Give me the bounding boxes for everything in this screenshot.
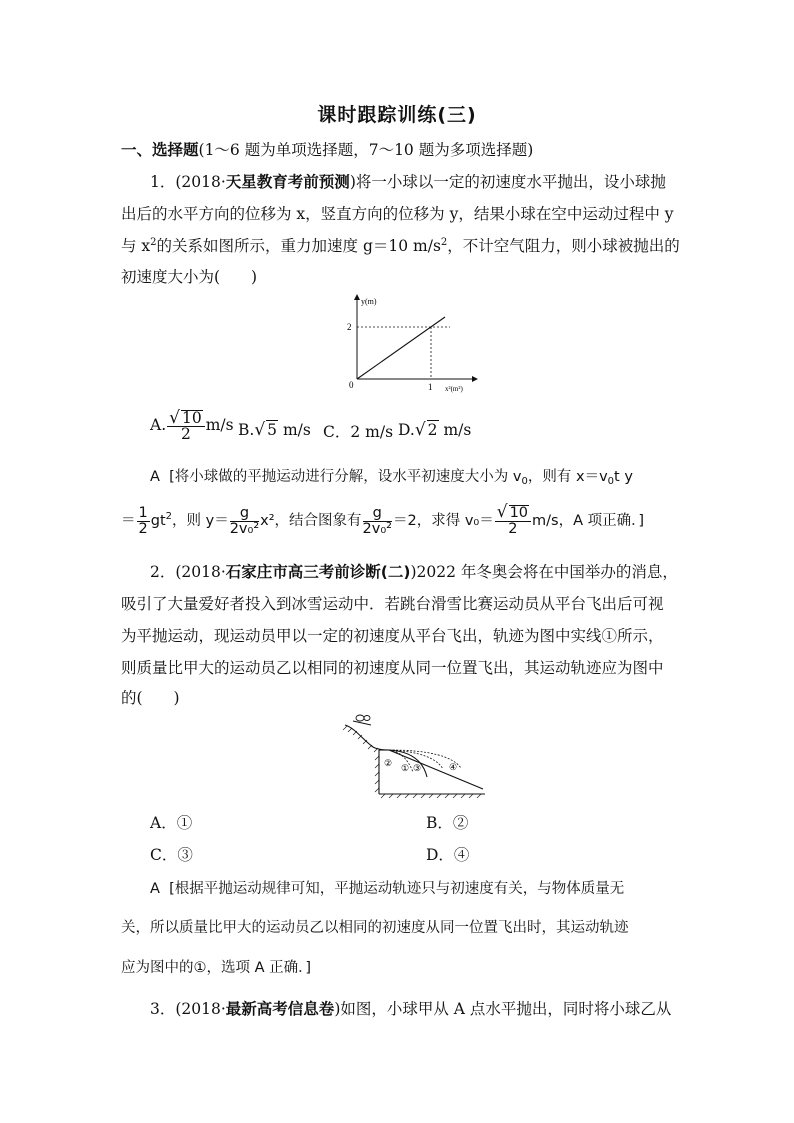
q2-line-1: 2．(2018·石家庄市高三考前诊断(二))2022 年冬奥会将在中国举办的消息， xyxy=(150,563,678,581)
y-tick: 2 xyxy=(347,322,352,332)
q1-option-d[interactable]: D.√ 2 m/s xyxy=(398,420,472,440)
page-title: 课时跟踪训练(三) xyxy=(317,104,477,126)
y-axis-label: y(m) xyxy=(361,297,377,306)
q1-number: 1． xyxy=(150,173,176,191)
q1-answer-line-1: A [将小球做的平抛运动进行分解，设水平初速度大小为 $v_0$，则有 $x=v_0t$ y xyxy=(150,469,633,487)
origin-label: 0 xyxy=(349,380,354,390)
q2-line-2: 吸引了大量爱好者投入到冰雪运动中．若跳台滑雪比赛运动员从平台飞出后可视 xyxy=(121,595,664,613)
q3-line-1: 3．(2018·最新高考信息卷)如图，小球甲从 A 点水平抛出，同时将小球乙从 xyxy=(150,1000,672,1018)
q2-number: 2． xyxy=(150,563,176,581)
section-label: 一、选择题 xyxy=(121,141,199,159)
data-line xyxy=(357,317,445,379)
q1-line-1: 1．(2018·天星教育考前预测)将一小球以一定的初速度水平抛出，设小球抛 xyxy=(150,173,666,191)
trajectory-label-2: ② xyxy=(384,758,393,768)
q3-source: 最新高考信息卷 xyxy=(225,1000,335,1018)
q2-answer-line-2: 关，所以质量比甲大的运动员乙以相同的初速度从同一位置飞出时，其运动轨迹 xyxy=(121,920,629,936)
trajectory-label-4: ④ xyxy=(449,762,458,772)
q2-line-3: 为平抛运动，现运动员甲以一定的初速度从平台飞出，轨迹为图中实线①所示， xyxy=(121,627,664,645)
q1-source: 天星教育考前预测 xyxy=(225,173,350,191)
q2-answer-line-1: A [根据平抛运动规律可知，平抛运动轨迹只与初速度有关，与物体质量无 xyxy=(150,881,625,897)
q2-option-d[interactable]: D．④ xyxy=(426,846,470,864)
q2-option-c[interactable]: C．③ xyxy=(150,846,193,864)
q2-source: 石家庄市高三考前诊断(二) xyxy=(225,563,411,581)
q1-option-c[interactable]: C．2 m/s xyxy=(323,423,394,441)
q2-answer-line-3: 应为图中的①，选项 A 正确．] xyxy=(121,960,312,976)
q1-graph xyxy=(335,292,485,398)
q2-line-4: 则质量比甲大的运动员乙以相同的初速度从同一位置飞出，其运动轨迹应为图中 xyxy=(121,659,664,677)
q1-line-2: 出后的水平方向的位移为 x，竖直方向的位移为 y，结果小球在空中运动过程中 y xyxy=(121,205,674,223)
section-heading xyxy=(121,140,681,160)
q1-option-b[interactable]: B.√ 5 m/s xyxy=(238,420,311,440)
skier-icon xyxy=(353,715,371,725)
q1-line-4: 初速度大小为( ) xyxy=(121,268,258,286)
q1-answer-letter: A xyxy=(150,469,160,485)
q1-answer-line-2: ＝ $\frac{1}{2}$ $gt^2$，则 y＝ $\frac{g}{\text{2v₀²}}$ x²，结合图象有 $\frac{g}{\text{2v₀²}}$ ＝2，求得 v₀＝ $\frac{√ 10}{2}$ m/s，A 项正确．] xyxy=(121,502,645,537)
trajectory-label-1: ① xyxy=(401,763,410,773)
q2-answer-letter: A xyxy=(150,881,160,897)
q1-option-a[interactable]: A. $\frac{√ 10}{2}$ m/s xyxy=(150,408,234,443)
q1-line-3: 与 $x^2$的关系如图所示，重力加速度 g＝10 $m/s^2$，不计空气阻力，则小球被抛出的 xyxy=(121,237,680,255)
trajectory-label-3: ③ xyxy=(413,763,422,773)
q2-option-a[interactable]: A．① xyxy=(150,814,193,832)
x-axis-label: x²(m²) xyxy=(445,385,463,393)
section-note: (1～6 题为单项选择题，7～10 题为多项选择题) xyxy=(198,141,534,159)
q2-line-5: 的( ) xyxy=(121,689,180,707)
q2-option-b[interactable]: B．② xyxy=(426,814,469,832)
x-tick: 1 xyxy=(428,382,433,392)
q3-number: 3． xyxy=(150,1000,176,1018)
q2-ski-figure xyxy=(343,710,488,802)
